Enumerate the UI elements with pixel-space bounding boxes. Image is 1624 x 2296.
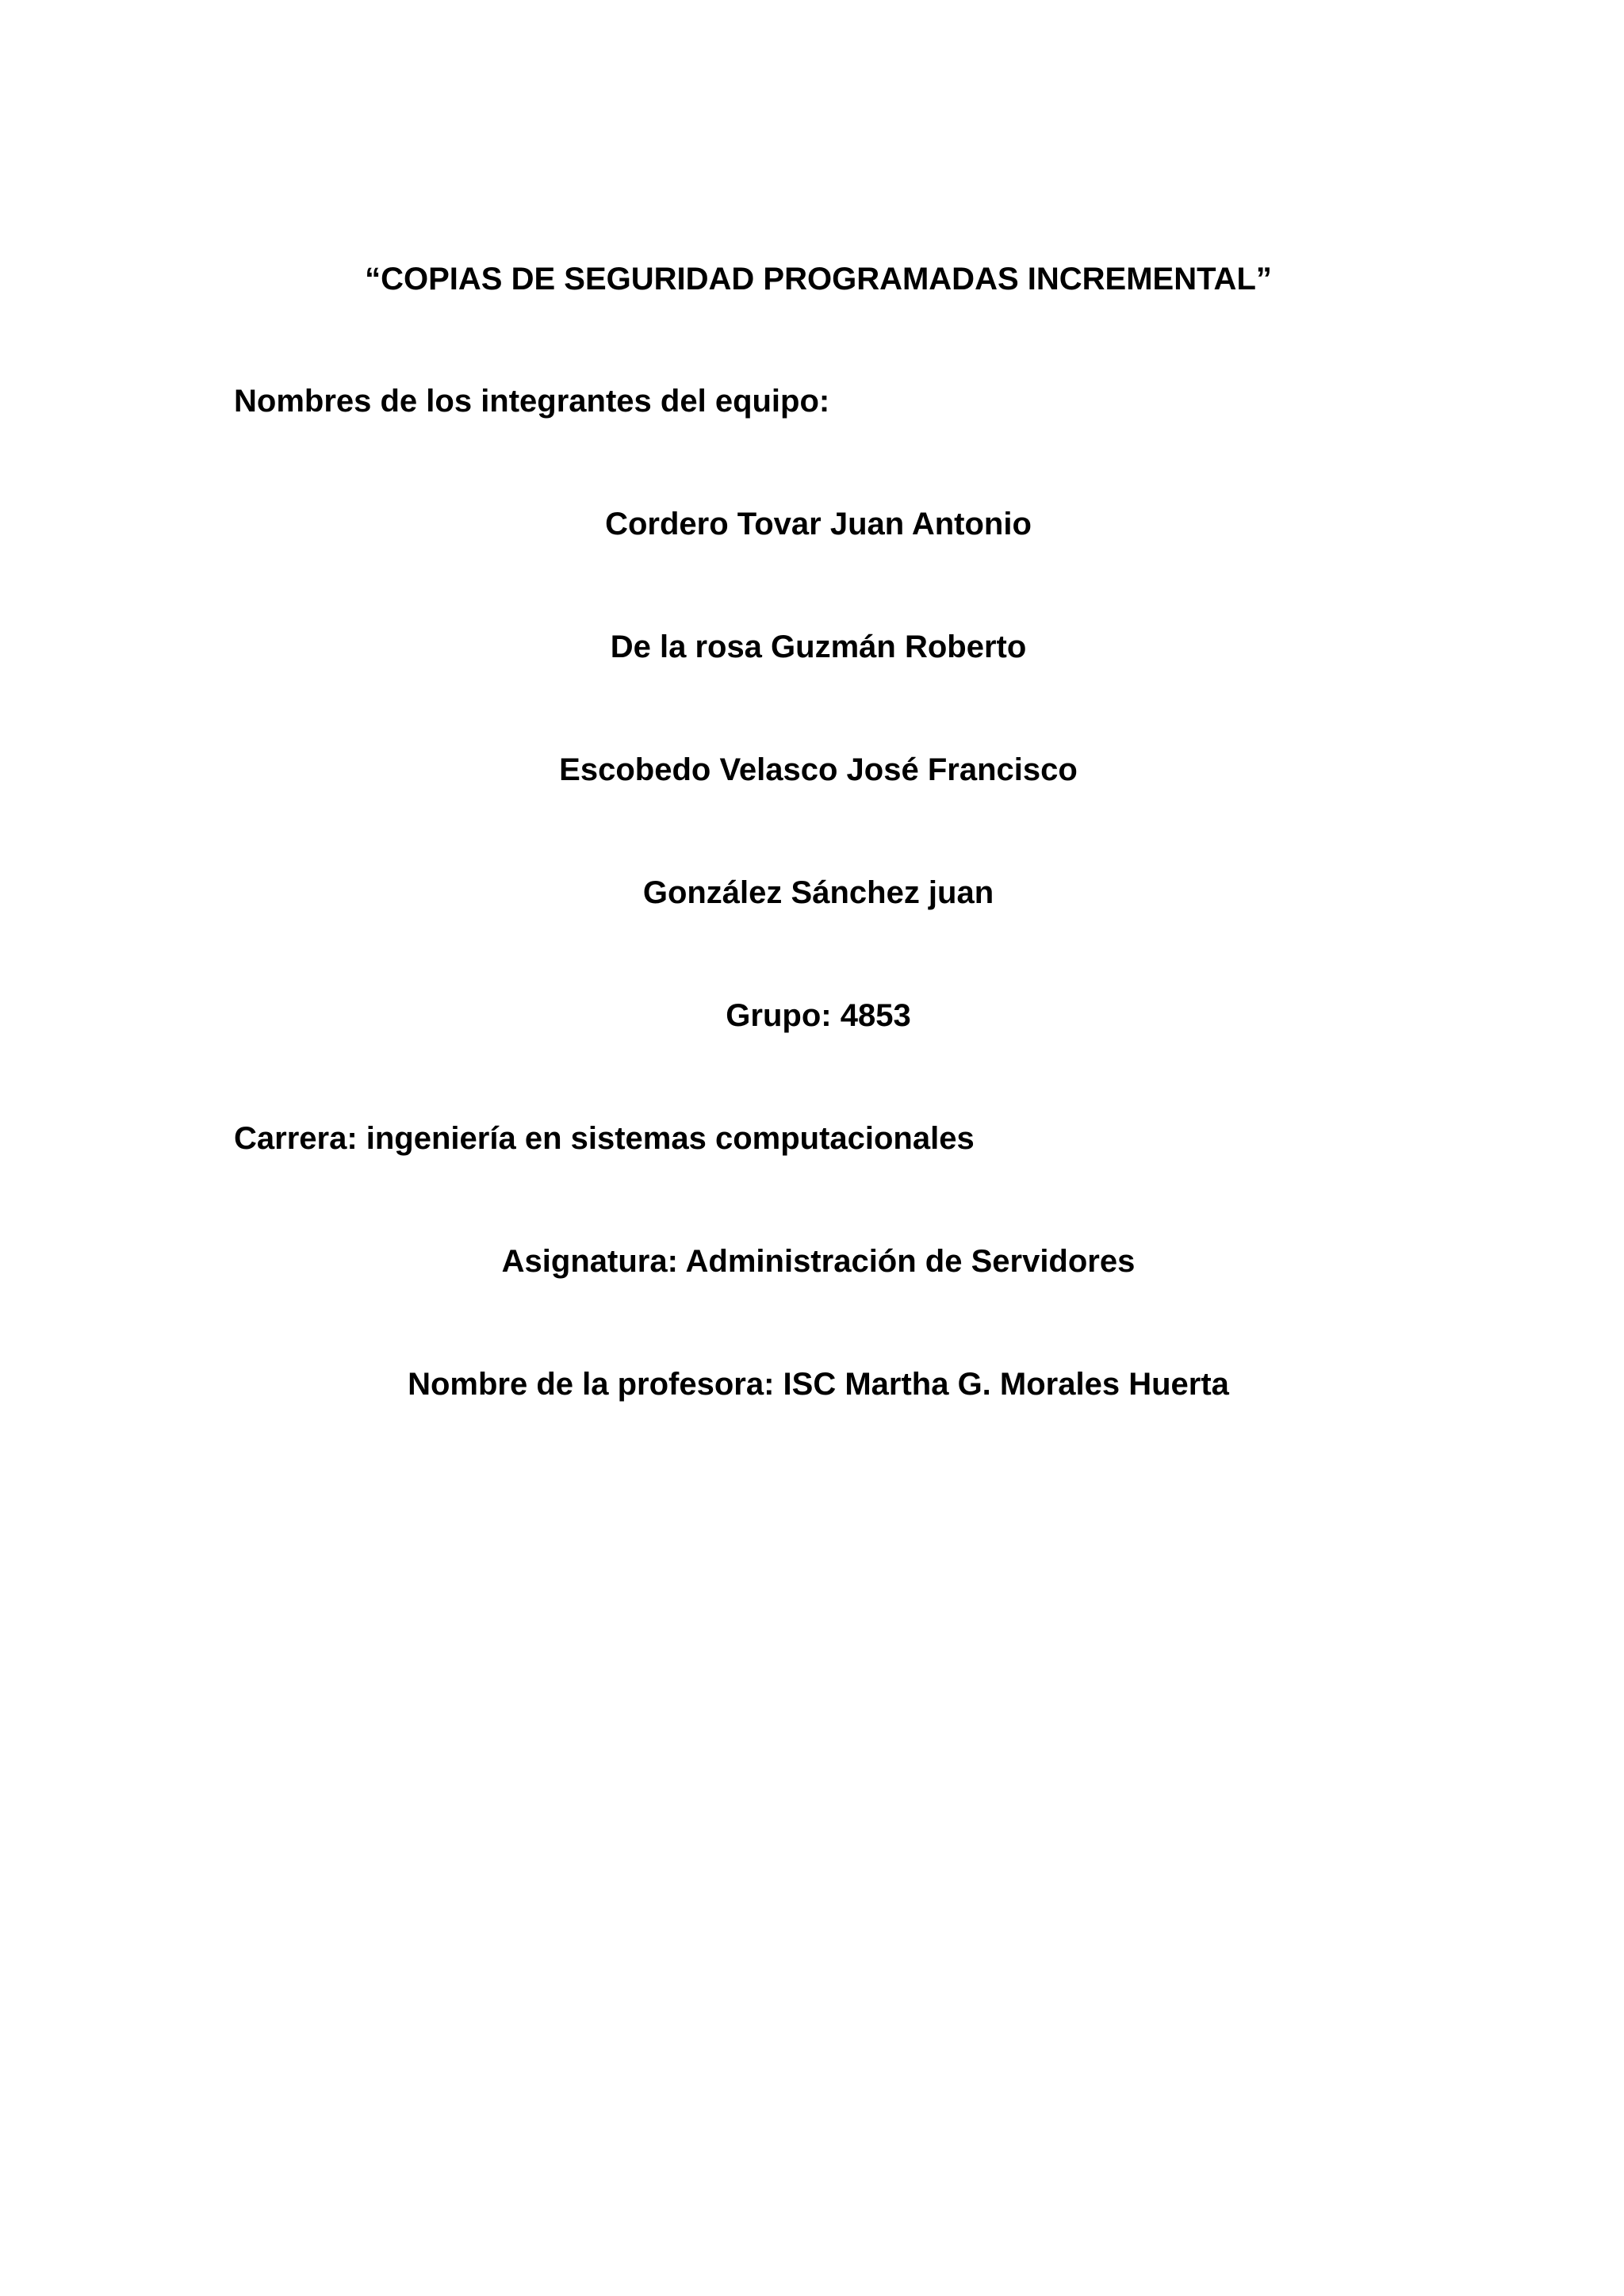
member-name: González Sánchez juan [642,875,994,910]
document-title: “COPIAS DE SEGURIDAD PROGRAMADAS INCREMENTAL” [365,262,1272,297]
career: Carrera: ingeniería en sistemas computacionales [234,1121,975,1156]
member-name: Cordero Tovar Juan Antonio [605,507,1032,541]
team-heading: Nombres de los integrantes del equipo: [234,384,830,419]
subject: Asignatura: Administración de Servidores [501,1244,1136,1279]
group-number: Grupo: 4853 [726,998,911,1033]
teacher-name: Nombre de la profesora: ISC Martha G. Morales Huerta [408,1367,1229,1402]
member-name: Escobedo Velasco José Francisco [559,752,1078,787]
member-name: De la rosa Guzmán Roberto [610,629,1027,664]
